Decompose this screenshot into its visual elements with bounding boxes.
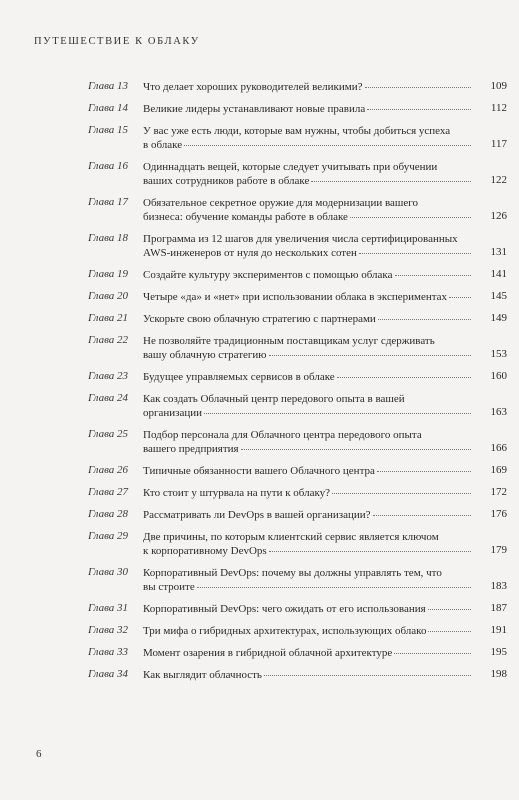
dot-leader [184, 145, 471, 146]
running-header: ПУТЕШЕСТВИЕ К ОБЛАКУ [34, 36, 200, 47]
page-ref: 109 [490, 80, 507, 92]
page-number: 6 [36, 748, 42, 760]
dot-leader [365, 87, 471, 88]
dot-leader [269, 355, 471, 356]
chapter-title [143, 312, 473, 326]
chapter-title-line: Типичные обязанности вашего Облачного центра [143, 465, 375, 477]
page-ref: 117 [490, 138, 507, 150]
page-ref: 153 [490, 348, 507, 360]
dot-leader [241, 449, 471, 450]
page-ref: 176 [490, 508, 507, 520]
chapter-label: Глава 34 [88, 668, 129, 680]
chapter-label: Глава 14 [88, 102, 129, 114]
chapter-title [143, 486, 473, 500]
page-ref: 141 [490, 268, 507, 280]
dot-leader [197, 587, 471, 588]
chapter-label: Глава 13 [88, 80, 129, 92]
chapter-title [143, 160, 473, 188]
dot-leader [367, 109, 471, 110]
chapter-label: Глава 27 [88, 486, 129, 498]
chapter-title [143, 102, 473, 116]
dot-leader [449, 297, 471, 298]
chapter-title-line: бизнеса: обучение команды работе в облаке [143, 211, 348, 223]
chapter-title-line: Создайте культуру экспериментов с помощью облака [143, 269, 393, 281]
chapter-label: Глава 26 [88, 464, 129, 476]
chapter-title-line: Корпоративный DevOps: почему вы должны управлять тем, что [143, 567, 442, 579]
chapter-title-line: Одиннадцать вещей, которые следует учитывать при обучении [143, 161, 438, 173]
chapter-label: Глава 17 [88, 196, 129, 208]
page-ref: 160 [490, 370, 507, 382]
chapter-title-line: Что делает хороших руководителей великими? [143, 81, 363, 93]
chapter-title-line: Ускорьте свою облачную стратегию с партнерами [143, 313, 376, 325]
dot-leader [377, 471, 471, 472]
dot-leader [269, 551, 471, 552]
page-ref: 179 [490, 544, 507, 556]
chapter-title-line: Две причины, по которым клиентский сервис является ключом [143, 531, 439, 543]
page-ref: 183 [490, 580, 507, 592]
chapter-title [143, 530, 473, 558]
chapter-title-line: Четыре «да» и «нет» при использовании облака в экспериментах [143, 291, 448, 303]
chapter-title-line: Подбор персонала для Облачного центра передового опыта [143, 429, 422, 441]
chapter-label: Глава 29 [88, 530, 129, 542]
chapter-label: Глава 22 [88, 334, 129, 346]
chapter-title [143, 646, 473, 660]
chapter-title-line: Программа из 12 шагов для увеличения числа сертифицированных [143, 233, 458, 245]
chapter-title-line: У вас уже есть люди, которые вам нужны, чтобы добиться успеха [143, 125, 451, 137]
page-ref: 122 [490, 174, 507, 186]
chapter-label: Глава 24 [88, 392, 129, 404]
chapter-title-line: Как создать Облачный центр передового опыта в вашей [143, 393, 405, 405]
chapter-title-line: Кто стоит у штурвала на пути к облаку? [143, 487, 331, 499]
page-ref: 131 [490, 246, 507, 258]
chapter-title [143, 428, 473, 456]
chapter-title-line: вашу облачную стратегию [143, 349, 267, 361]
page-ref: 169 [490, 464, 507, 476]
page-ref: 145 [490, 290, 507, 302]
chapter-title [143, 124, 473, 152]
chapter-title [143, 624, 473, 638]
chapter-label: Глава 15 [88, 124, 129, 136]
chapter-title [143, 602, 473, 616]
chapter-title [143, 370, 473, 384]
dot-leader [332, 493, 471, 494]
chapter-title-line: Момент озарения в гибридной облачной архитектуре [143, 647, 393, 659]
chapter-label: Глава 20 [88, 290, 129, 302]
chapter-title-line: Как выглядит облачность [143, 669, 262, 681]
chapter-title-line: Будущее управляемых сервисов в облаке [143, 371, 335, 383]
chapter-title-line: в облаке [143, 139, 183, 151]
chapter-title-line: ваших сотрудников работе в облаке [143, 175, 310, 187]
page-ref: 172 [490, 486, 507, 498]
chapter-label: Глава 30 [88, 566, 129, 578]
chapter-title [143, 508, 473, 522]
page-ref: 149 [490, 312, 507, 324]
dot-leader [359, 253, 471, 254]
dot-leader [394, 653, 471, 654]
dot-leader [204, 413, 471, 414]
chapter-title-line: Обязательное секретное оружие для модернизации вашего [143, 197, 418, 209]
chapter-label: Глава 32 [88, 624, 129, 636]
chapter-title [143, 334, 473, 362]
chapter-title-line: к корпоративному DevOps [143, 545, 267, 557]
chapter-label: Глава 31 [88, 602, 129, 614]
chapter-title [143, 392, 473, 420]
page-ref: 187 [490, 602, 507, 614]
chapter-label: Глава 18 [88, 232, 129, 244]
dot-leader [311, 181, 471, 182]
chapter-title [143, 268, 473, 282]
chapter-title-line: организации [143, 407, 203, 419]
chapter-title-line: Не позволяйте традиционным поставщикам услуг сдерживать [143, 335, 435, 347]
dot-leader [428, 631, 471, 632]
chapter-label: Глава 21 [88, 312, 129, 324]
page-ref: 166 [490, 442, 507, 454]
chapter-label: Глава 23 [88, 370, 129, 382]
chapter-label: Глава 33 [88, 646, 129, 658]
page-ref: 112 [490, 102, 507, 114]
dot-leader [337, 377, 471, 378]
chapter-title-line: вашего предприятия [143, 443, 239, 455]
page-ref: 198 [490, 668, 507, 680]
chapter-label: Глава 28 [88, 508, 129, 520]
chapter-title-line: AWS-инженеров от нуля до нескольких сотен [143, 247, 357, 259]
chapter-title-line: Великие лидеры устанавливают новые правила [143, 103, 366, 115]
chapter-title-line: вы строите [143, 581, 195, 593]
chapter-title-line: Корпоративный DevOps: чего ожидать от его использования [143, 603, 426, 615]
chapter-title [143, 80, 473, 94]
chapter-title [143, 290, 473, 304]
dot-leader [264, 675, 471, 676]
chapter-label: Глава 25 [88, 428, 129, 440]
page-ref: 191 [490, 624, 507, 636]
page-ref: 195 [490, 646, 507, 658]
chapter-title [143, 232, 473, 260]
dot-leader [350, 217, 471, 218]
chapter-title-line: Рассматривать ли DevOps в вашей организации? [143, 509, 371, 521]
chapter-title [143, 464, 473, 478]
chapter-label: Глава 19 [88, 268, 129, 280]
chapter-title [143, 668, 473, 682]
dot-leader [395, 275, 472, 276]
chapter-title [143, 566, 473, 594]
dot-leader [428, 609, 471, 610]
dot-leader [373, 515, 471, 516]
page-ref: 126 [490, 210, 507, 222]
chapter-title [143, 196, 473, 224]
chapter-label: Глава 16 [88, 160, 129, 172]
dot-leader [378, 319, 471, 320]
page-ref: 163 [490, 406, 507, 418]
chapter-title-line: Три мифа о гибридных архитектурах, использующих облако [143, 625, 427, 637]
